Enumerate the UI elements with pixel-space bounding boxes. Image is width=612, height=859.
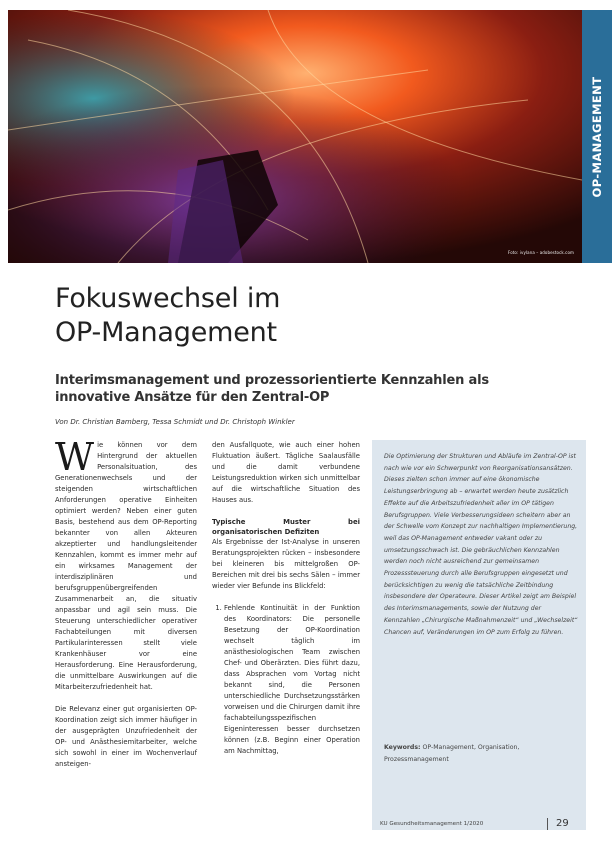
title-line-2: OP-Management (55, 317, 277, 348)
body-column-1 (55, 435, 197, 781)
list-item: 1. Fehlende Kontinuität in der Funktion des Koordinators: Die personelle Besetzung der OP-Koordination wechselt täglich im anästhesiologischen Team zwischen Chef- und Oberärzten. Dies führt dazu, dass Absprachen vom Vortag nicht bekannt sind, die Personen unterschiedliche Durchsetzungsstärken vorweisen und die Chirurgen damit ihre fachabteilungsspezifischen Eigeninteressen besser durchsetzen können (z.B. Beginn einer Operation am Nachmittag, (224, 603, 360, 757)
subtitle-line-1: Interimsmanagement und prozessorientierte Kennzahlen als (55, 373, 489, 388)
body-column-2 (212, 440, 360, 757)
section-label: OP-MANAGEMENT (590, 76, 604, 197)
subtitle-line-2: innovative Ansätze für den Zentral-OP (55, 390, 330, 405)
hero-image (8, 10, 582, 263)
dropcap: W (55, 435, 95, 479)
paragraph: Die Relevanz einer gut organisierten OP-Koordination zeigt sich immer häufiger in der ausgeprägten Unzufriedenheit der OP- und Anästhesiemitarbeiter, welche sich sowohl in einer im Wochenverlauf ansteigen- (55, 705, 197, 768)
abstract-text: Die Optimierung der Strukturen und Abläufe im Zentral-OP ist nach wie vor ein Schwerpunkt von Reorganisationsansätzen. Dieses zielten schon immer auf eine ökonomische Leistungserbringung ab – erwartet werden heute zusätzlich Effekte auf die Arbeitszufriedenheit aller im OP tätigen Berufsgruppen. Viele Verbesserungsideen scheitern aber an der Schwelle vom Konzept zur nachhaltigen Implementierung, weil das OP-Management entweder vakant oder zu umsetzungsschwach ist. Die gebräuchlichen Kennzahlen werden noch nicht ausreichend zur gemeinsamen Prozesssteuerung durch alle Berufsgruppen eingesetzt und berücksichtigen zu wenig die tatsächliche Zeitbindung insbesondere der Operateure. Dieser Artikel zeigt am Beispiel des Interimsmanagements, sowie der Nutzung der Kennzahlen „Chirurgische Maßnahmenzeit“ und „Wechselzeit“ Chancen auf, Veränderungen im OP zum Erfolg zu führen. (384, 453, 578, 636)
paragraph: den Ausfallquote, wie auch einer hohen Fluktuation äußert. Tägliche Saalausfälle und die damit verbundene Leistungsreduktion wirken sich unmittelbar auf die wirtschaftliche Situation des Hauses aus. (212, 441, 360, 504)
paragraph: Wie können vor dem Hintergrund der aktuellen Personalsituation, des Generationenwechsels und der steigenden wirtschaftlichen Anforderungen operative Einheiten optimiert werden? Neben einer guten Basis, bestehend aus dem OP-Reporting bekannter von allen Akteuren akzeptierter und handlungsleitender Kennzahlen, kommt es immer mehr auf ein wirksames Management der interdisziplinären und berufsgruppenübergreifenden Zusammenarbeit an, die situativ anpassbar und agil sein muss. Die Steuerung unterschiedlicher operativer Fachabteilungen mit diversen Partikularinteressen stellt viele Krankenhäuser vor eine Herausforderung. Eine Herausforderung, die unmittelbare Auswirkungen auf die Mitarbeiterzufriedenheit hat. (55, 435, 197, 691)
author-byline: Von Dr. Christian Bamberg, Tessa Schmidt und Dr. Christoph Winkler (55, 418, 295, 426)
camera-aperture-photo (8, 10, 582, 263)
section-heading: Typische Muster bei organisatorischen Defiziten (212, 518, 360, 536)
title-line-1: Fokuswechsel im (55, 283, 281, 314)
keywords-value: OP-Management, Organisation, Prozessmanagement (384, 744, 520, 763)
article-title (55, 282, 535, 350)
article-subtitle (55, 372, 545, 406)
keywords-label: Keywords: (384, 744, 421, 751)
footer-divider (547, 818, 548, 830)
page-number: 29 (556, 818, 569, 829)
paragraph: Als Ergebnisse der Ist-Analyse in unseren Beratungsprojekten rücken – insbesondere bei kleineren bis mittelgroßen OP-Bereichen mit drei bis sechs Sälen – immer wieder vier Befunde ins Blickfeld: (212, 538, 360, 590)
keywords (384, 742, 578, 765)
findings-list (212, 603, 360, 757)
journal-name: KU Gesundheitsmanagement 1/2020 (380, 821, 484, 827)
photo-credit: Foto: ivylana – adobestock.com (507, 250, 574, 255)
